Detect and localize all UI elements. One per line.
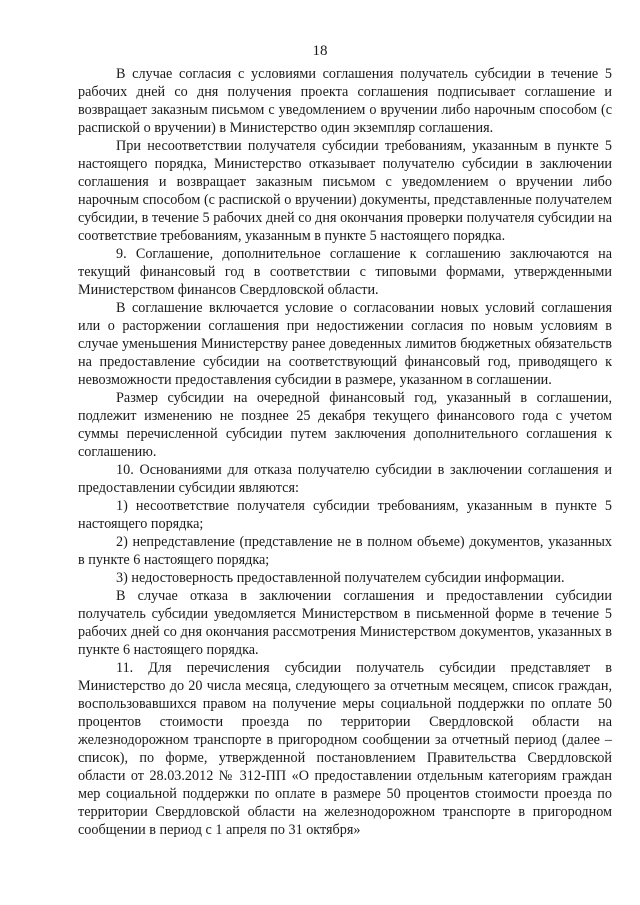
document-body (78, 65, 612, 839)
paragraph-refusal-notice: В случае отказа в заключении соглашения и предоставлении субсидии получатель субсидии уведомляется Министерством в письменной форме в течение 5 рабочих дней со дня окончания рассмотрения Министерством документов, указанных в пункте 6 настоящего порядка. (78, 588, 612, 658)
list-item-3: 3) недостоверность предоставленной получателем субсидии информации. (116, 570, 565, 586)
paragraph-consent: В случае согласия с условиями соглашения получатель субсидии в течение 5 рабочих дней со дня получения проекта соглашения подписывает соглашение и возвращает заказным письмом с уведомлением о вручении либо нарочным способом (с распиской о вручении) в Министерство один экземпляр соглашения. (78, 66, 612, 136)
list-item-2: 2) непредставление (представление не в полном объеме) документов, указанных в пункте 6 настоящего порядка; (78, 534, 612, 568)
paragraph-item-11: 11. Для перечисления субсидии получатель субсидии представляет в Министерство до 20 числа месяца, следующего за отчетным месяцем, список граждан, воспользовавшихся правом на получение меры социальной поддержки по оплате 50 процентов стоимости проезда по территории Свердловской области на железнодорожном транспорте в пригородном сообщении за отчетный период (далее – список), по форме, утвержденной постановлением Правительства Свердловской области от 28.03.2012 № 312-ПП «О предоставлении отдельным категориям граждан мер социальной поддержки по оплате в размере 50 процентов стоимости проезда по территории Свердловской области на железнодорожном транспорте в пригородном сообщении в период с 1 апреля по 31 октября» (78, 660, 612, 838)
paragraph-item-9: 9. Соглашение, дополнительное соглашение к соглашению заключаются на текущий финансовый год в соответствии с типовыми формами, утвержденными Министерством финансов Свердловской области. (78, 246, 612, 298)
paragraph-agreement-terms: В соглашение включается условие о согласовании новых условий соглашения или о расторжении соглашения при недостижении согласия по новым условиям в случае уменьшения Министерству ранее доведенных лимитов бюджетных обязательств на предоставление субсидии на соответствующий финансовый год, приводящего к невозможности предоставления субсидии в размере, указанном в соглашении. (78, 300, 612, 388)
paragraph-refusal-nonconformity: При несоответствии получателя субсидии требованиям, указанным в пункте 5 настоящего порядка, Министерство отказывает получателю субсидии в заключении соглашения и возвращает заказным письмом с уведомлением о вручении либо нарочным способом (с распиской о вручении) документы, представленные получателем субсидии, в течение 5 рабочих дней со дня окончания проверки получателя субсидии на соответствие требованиям, указанным в пункте 5 настоящего порядка. (78, 138, 612, 244)
paragraph-subsidy-amount: Размер субсидии на очередной финансовый год, указанный в соглашении, подлежит изменению не позднее 25 декабря текущего финансового года с учетом суммы перечисленной субсидии путем заключения дополнительного соглашения к соглашению. (78, 390, 612, 460)
page-number: 18 (312, 43, 328, 59)
paragraph-item-10: 10. Основаниями для отказа получателю субсидии в заключении соглашения и предоставлении субсидии являются: (78, 462, 612, 496)
list-item-1: 1) несоответствие получателя субсидии требованиям, указанным в пункте 5 настоящего порядка; (78, 498, 612, 532)
